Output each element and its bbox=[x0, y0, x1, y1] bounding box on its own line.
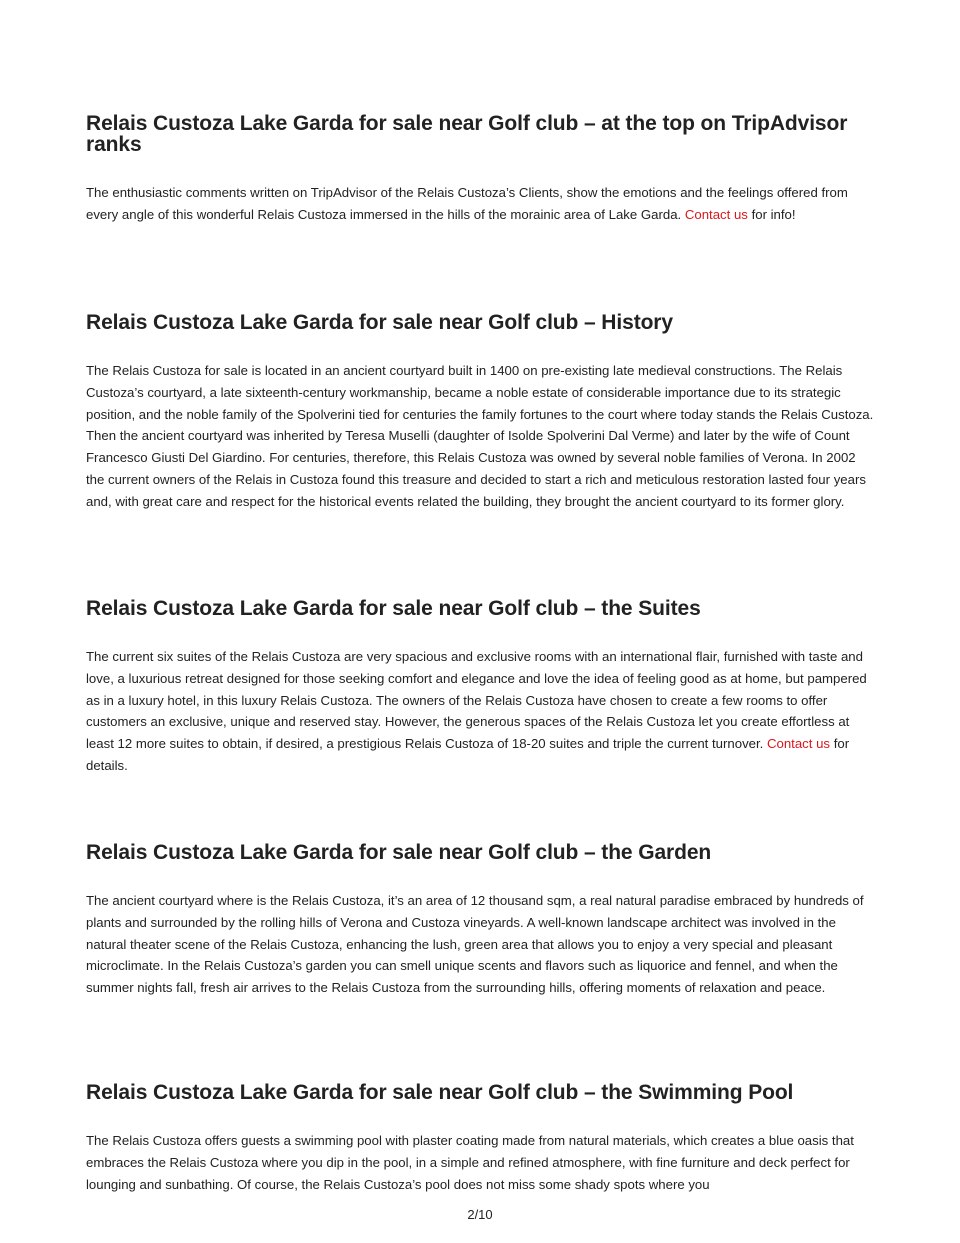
document-page bbox=[86, 0, 876, 1243]
section-history bbox=[86, 312, 876, 513]
section-heading: Relais Custoza Lake Garda for sale near Golf club – the Suites bbox=[86, 597, 701, 620]
body-text: The enthusiastic comments written on TripAdvisor of the Relais Custoza’s Clients, show the emotions and the feelings offered from every angle of this wonderful Relais Custoza immersed in the hills of the morainic area of Lake Garda. bbox=[86, 185, 848, 222]
body-text: The current six suites of the Relais Custoza are very spacious and exclusive rooms with an international flair, furnished with taste and love, a luxurious retreat designed for those seeking comfort and elegance and love the idea of feeling good as at home, but pampered as in a luxury hotel, in this luxury Relais Custoza. The owners of the Relais Custoza have chosen to create a few rooms to offer customers an exclusive, unique and reserved stay. However, the generous spaces of the Relais Custoza let you create effortless at least 12 more suites to obtain, if desired, a prestigious Relais Custoza of 18-20 suites and triple the current turnover. bbox=[86, 649, 867, 752]
section-body bbox=[86, 182, 876, 226]
section-suites bbox=[86, 598, 876, 777]
page-number: 2/10 bbox=[467, 1207, 493, 1222]
section-heading: Relais Custoza Lake Garda for sale near Golf club – the Swimming Pool bbox=[86, 1081, 794, 1104]
section-tripadvisor bbox=[86, 113, 876, 226]
contact-us-link[interactable]: Contact us bbox=[766, 736, 831, 752]
section-swimming-pool bbox=[86, 1082, 876, 1195]
section-body: The ancient courtyard where is the Relais Custoza, it’s an area of 12 thousand sqm, a real natural paradise embraced by hundreds of plants and surrounded by the rolling hills of Verona and Custoza vineyards. A well-known landscape architect was involved in the natural theater scene of the Relais Custoza, enhancing the lush, green area that allows you to enjoy a very special and pleasant microclimate. In the Relais Custoza’s garden you can smell unique scents and flavors such as liquorice and fennel, and when the summer nights fall, fresh air arrives to the Relais Custoza from the surrounding hills, offering moments of relaxation and peace. bbox=[86, 893, 864, 996]
section-heading: Relais Custoza Lake Garda for sale near Golf club – History bbox=[86, 311, 673, 334]
section-body bbox=[86, 646, 876, 777]
section-heading: Relais Custoza Lake Garda for sale near Golf club – at the top on TripAdvisor ranks bbox=[86, 112, 848, 156]
contact-us-link[interactable]: Contact us bbox=[684, 206, 748, 222]
section-body: The Relais Custoza for sale is located in an ancient courtyard built in 1400 on pre-existing late medieval constructions. The Relais Custoza’s courtyard, a late sixteenth-century workmanship, became a noble estate of considerable importance due to its strategic position, and the noble family of the Spolverini tied for centuries the family fortunes to the court where today stands the Relais Custoza. Then the ancient courtyard was inherited by Teresa Muselli (daughter of Isolde Spolverini Dal Verme) and later by the wife of Count Francesco Giusti Del Giardino. For centuries, therefore, this Relais Custoza was owned by several noble families of Verona. In 2002 the current owners of the Relais in Custoza found this treasure and decided to start a rich and meticulous restoration lasted four years and, with great care and respect for the historical events related the building, they brought the ancient courtyard to its former glory. bbox=[86, 363, 874, 509]
body-text: for info! bbox=[747, 206, 796, 222]
body-text: for details. bbox=[86, 736, 850, 773]
section-garden bbox=[86, 842, 876, 999]
section-heading: Relais Custoza Lake Garda for sale near Golf club – the Garden bbox=[86, 841, 712, 864]
section-body: The Relais Custoza offers guests a swimming pool with plaster coating made from natural materials, which creates a blue oasis that embraces the Relais Custoza where you dip in the pool, in a simple and refined atmosphere, with fine furniture and deck perfect for lounging and sunbathing. Of course, the Relais Custoza’s pool does not miss some shady spots where you bbox=[86, 1133, 854, 1192]
